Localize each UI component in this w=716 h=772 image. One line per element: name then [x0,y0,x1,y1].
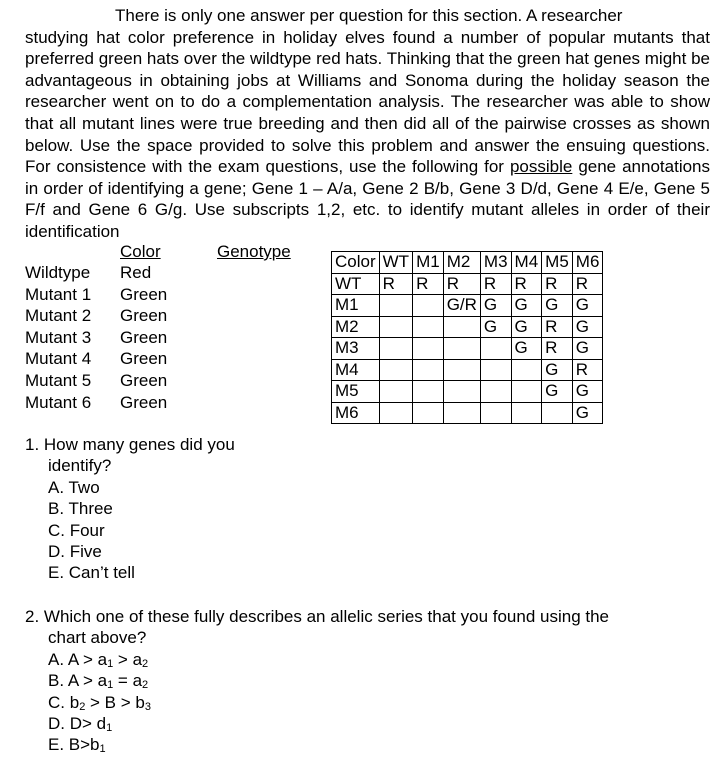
table-cell: G [511,295,542,317]
question-1-option-c[interactable]: C. Four [48,520,105,540]
table-cell [379,359,412,381]
table-cell: G [572,381,603,403]
option-subscript: 1 [99,743,106,756]
question-2 [25,606,609,756]
strain-name: Mutant 1 [25,284,92,304]
table-header-row [332,252,603,274]
strain-row-mutant-6 [25,392,167,414]
table-cell [511,359,542,381]
table-cell [443,316,480,338]
table-cell: G [480,295,511,317]
genotype-column-label: Genotype [217,242,291,261]
question-2-option-d[interactable] [25,713,609,734]
question-2-option-b[interactable] [25,670,609,691]
question-1-option-d[interactable]: D. Five [48,542,102,562]
table-cell [480,381,511,403]
table-cell [480,338,511,360]
strain-name: Mutant 3 [25,327,92,347]
question-1-option-a[interactable]: A. Two [48,477,100,497]
table-cell: R [379,273,412,295]
header-cell: M3 [480,252,511,274]
option-text: B. A > a [48,671,108,691]
table-row [332,316,603,338]
header-cell: M6 [572,252,603,274]
table-cell [511,381,542,403]
table-cell: G [572,316,603,338]
table-cell: G [572,338,603,360]
option-text: D. D> d [48,714,107,734]
strain-row-wildtype [25,262,167,284]
table-cell: R [542,338,573,360]
question-1-option-b[interactable]: B. Three [48,499,113,519]
intro-tail: gene annotations in order of identifying a gene; Gene 1 – A/a, Gene 2 B/b, Gene 3 D/d, Gene 4 E/e, Gene 5 F/f and Gene 6 G/g. Use subscripts 1,2, etc. to identify mutant alleles in order of their identification [25,157,711,241]
option-text: C. b [48,692,80,712]
row-label: M1 [332,295,380,317]
strain-name: Wildtype [25,263,91,282]
question-2-option-a[interactable] [25,649,609,670]
option-text: E. B>b [48,735,100,755]
table-cell [379,316,412,338]
table-cell [511,402,542,424]
strain-row-mutant-2 [25,305,167,327]
strain-row-mutant-1 [25,284,167,306]
question-1-stem-cont: identify? [48,456,112,476]
row-label: M4 [332,359,380,381]
strain-row-mutant-5 [25,370,167,392]
strain-name: Mutant 6 [25,392,92,412]
table-row [332,402,603,424]
strain-list [25,262,167,413]
header-cell: Color [332,252,380,274]
table-cell: G [480,316,511,338]
strain-name: Mutant 2 [25,306,92,326]
strain-color: Green [120,370,168,390]
row-label: M2 [332,316,380,338]
table-cell [413,338,444,360]
option-text: > B > b [85,692,145,712]
option-subscript: 2 [142,679,149,692]
strain-name: Mutant 4 [25,349,92,369]
question-1-option-e[interactable]: E. Can’t tell [48,563,135,583]
question-2-option-c[interactable] [25,692,609,713]
intro-first-line: There is only one answer per question for this section. A researcher [115,6,623,25]
question-2-option-e[interactable] [25,734,609,755]
strain-row-mutant-3 [25,327,167,349]
table-cell: R [511,273,542,295]
option-subscript: 2 [79,700,86,713]
table-cell [413,402,444,424]
table-cell: G [572,402,603,424]
table-cell: G [542,295,573,317]
strain-color: Red [120,263,152,282]
header-cell: M4 [511,252,542,274]
table-cell [443,402,480,424]
strain-color: Green [120,327,168,347]
option-subscript: 3 [144,700,151,713]
strain-color: Green [120,392,168,412]
strain-name: Mutant 5 [25,370,92,390]
option-text: A. A > a [48,649,108,669]
table-cell: G [511,316,542,338]
table-cell: R [542,273,573,295]
question-1-stem: 1. How many genes did you [25,435,235,454]
complementation-table [331,251,603,424]
header-cell: M2 [443,252,480,274]
table-cell [443,338,480,360]
option-subscript: 1 [106,722,113,735]
table-cell [379,295,412,317]
table-cell [379,381,412,403]
table-cell [443,381,480,403]
table-cell [443,359,480,381]
row-label: WT [332,273,380,295]
table-row [332,381,603,403]
table-cell: G [572,295,603,317]
table-cell [379,338,412,360]
table-cell: R [480,273,511,295]
table-row [332,338,603,360]
table-cell [413,359,444,381]
intro-paragraph [25,5,710,243]
option-subscript: 2 [142,657,149,670]
option-text: > a [113,649,143,669]
table-cell [542,402,573,424]
table-cell [480,402,511,424]
table-cell: G [542,359,573,381]
question-2-stem: 2. Which one of these fully describes an allelic series that you found using the [25,607,610,626]
question-1 [25,434,235,584]
option-subscript: 1 [107,679,114,692]
table-cell: R [443,273,480,295]
strain-color: Green [120,284,168,304]
table-row [332,273,603,295]
table-cell: R [542,316,573,338]
intro-underlined-word: possible [509,157,573,177]
table-cell: R [572,359,603,381]
intro-body: studying hat color preference in holiday elves found a number of popular mutants that preferred green hats over the wildtype red hats. Thinking that the green hat genes might be advantageous in obtaining jobs at Williams and Sonoma during the holiday season the researcher went on to do a complementation analysis. The researcher was able to show that all mutant lines were true breeding and then did all of the pairwise crosses as shown below. Use the space provided to solve this problem and answer the ensuing questions. For consistence with the exam questions, use the following for [25,27,710,177]
table-row [332,295,603,317]
row-label: M6 [332,402,380,424]
table-cell: R [572,273,603,295]
table-cell [480,359,511,381]
table-cell: G/R [443,295,480,317]
table-cell [413,381,444,403]
table-cell: G [511,338,542,360]
strain-row-mutant-4 [25,348,167,370]
table-cell: G [542,381,573,403]
header-cell: M1 [413,252,444,274]
strain-color: Green [120,349,168,369]
header-cell: M5 [542,252,573,274]
option-subscript: 1 [107,657,114,670]
row-label: M5 [332,381,380,403]
strain-color: Green [120,306,168,326]
table-cell [413,295,444,317]
table-cell [413,316,444,338]
table-cell [379,402,412,424]
row-label: M3 [332,338,380,360]
header-cell: WT [379,252,412,274]
color-column-label: Color [120,242,161,261]
table-row [332,359,603,381]
table-cell: R [413,273,444,295]
option-text: = a [113,671,143,691]
question-2-stem-cont: chart above? [48,628,147,648]
